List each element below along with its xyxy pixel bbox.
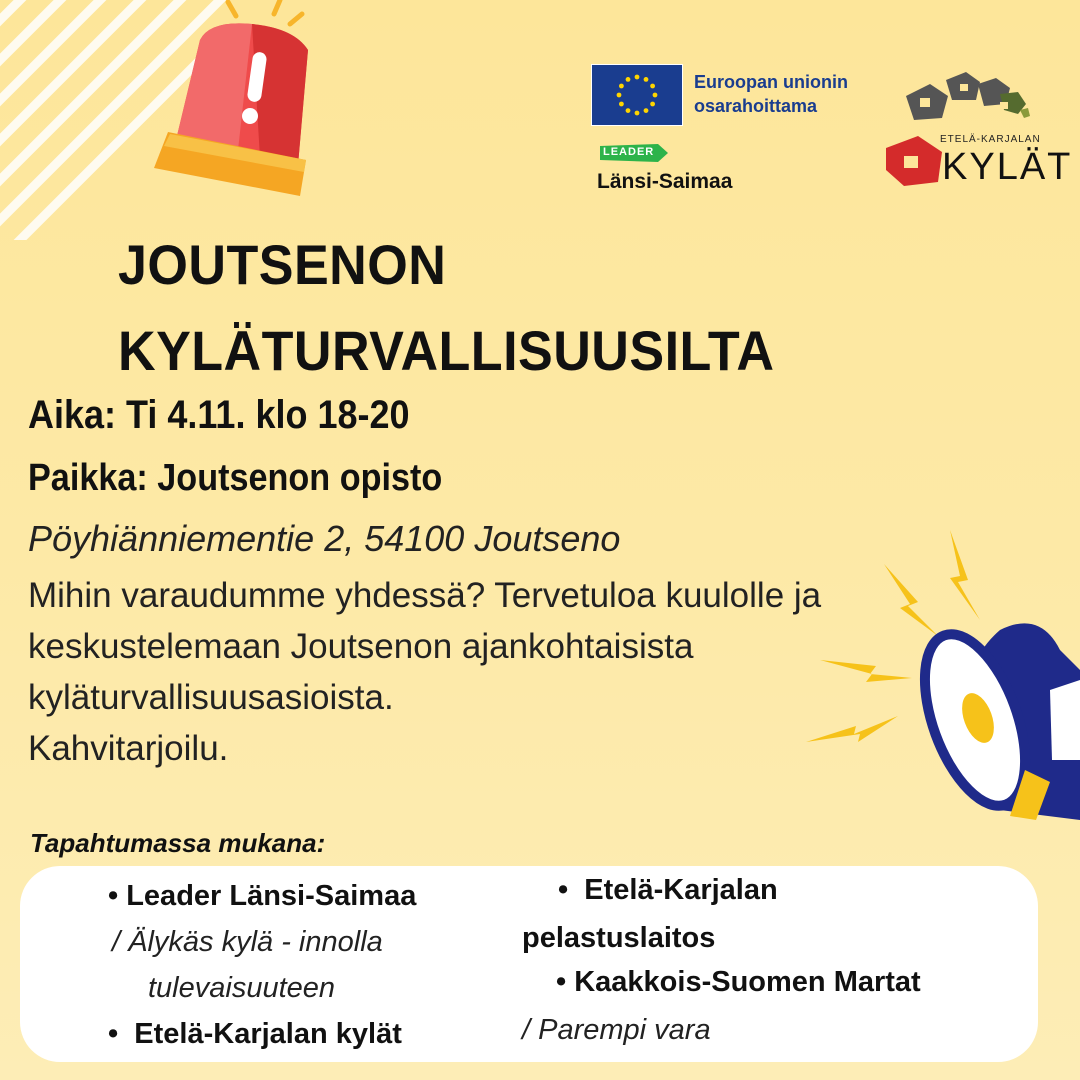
participant-leader-sub-1: / Älykäs kylä - innolla bbox=[112, 926, 383, 958]
participant-pelastus-line-1 bbox=[558, 874, 778, 907]
eu-flag-icon bbox=[591, 64, 683, 126]
eu-line-1: Euroopan unionin bbox=[694, 72, 848, 92]
eu-line-2: osarahoittama bbox=[694, 96, 818, 116]
bullet-icon: • bbox=[108, 880, 127, 912]
bullet-icon: • bbox=[108, 1018, 135, 1050]
kylat-small-text: ETELÄ-KARJALAN bbox=[940, 134, 1041, 145]
event-address: Pöyhiänniementie 2, 54100 Joutseno bbox=[28, 518, 621, 559]
event-description bbox=[28, 570, 908, 774]
participants-heading: Tapahtumassa mukana: bbox=[30, 828, 326, 858]
description-line-3: kyläturvallisuusasioista. bbox=[28, 678, 394, 717]
event-title bbox=[118, 222, 774, 394]
description-line-2: keskustelemaan Joutsenon ajankohtaisista bbox=[28, 627, 694, 666]
participant-martat-label: Kaakkois-Suomen Martat bbox=[574, 966, 921, 998]
leader-tag-label: LEADER bbox=[603, 146, 655, 158]
title-line-2: KYLÄTURVALLISUUSILTA bbox=[118, 319, 775, 382]
participant-martat-sub: / Parempi vara bbox=[522, 1014, 711, 1046]
megaphone-icon bbox=[800, 520, 1080, 840]
description-line-1: Mihin varaudumme yhdessä? Tervetuloa kuulolle ja bbox=[28, 576, 822, 615]
eu-funding-text bbox=[694, 70, 848, 118]
participant-leader-label: Leader Länsi-Saimaa bbox=[126, 880, 417, 912]
participant-leader-sub-2: tulevaisuuteen bbox=[148, 972, 336, 1004]
participant-pelastus-label: Etelä-Karjalan bbox=[584, 874, 778, 906]
event-place: Paikka: Joutsenon opisto bbox=[28, 457, 443, 499]
siren-icon bbox=[140, 0, 350, 200]
leader-name: Länsi-Saimaa bbox=[597, 170, 733, 193]
participant-leader bbox=[108, 880, 416, 913]
bullet-icon: • bbox=[556, 966, 575, 998]
title-line-1: JOUTSENON bbox=[118, 233, 447, 296]
participant-pelastus-line-2: pelastuslaitos bbox=[522, 922, 716, 954]
kylat-big-text: KYLÄT bbox=[942, 146, 1073, 188]
participant-martat bbox=[556, 966, 921, 999]
description-line-4: Kahvitarjoilu. bbox=[28, 729, 229, 768]
bullet-icon: • bbox=[558, 874, 585, 906]
participant-kylat bbox=[108, 1018, 402, 1051]
participant-kylat-label: Etelä-Karjalan kylät bbox=[134, 1018, 402, 1050]
event-time: Aika: Ti 4.11. klo 18-20 bbox=[28, 393, 410, 437]
